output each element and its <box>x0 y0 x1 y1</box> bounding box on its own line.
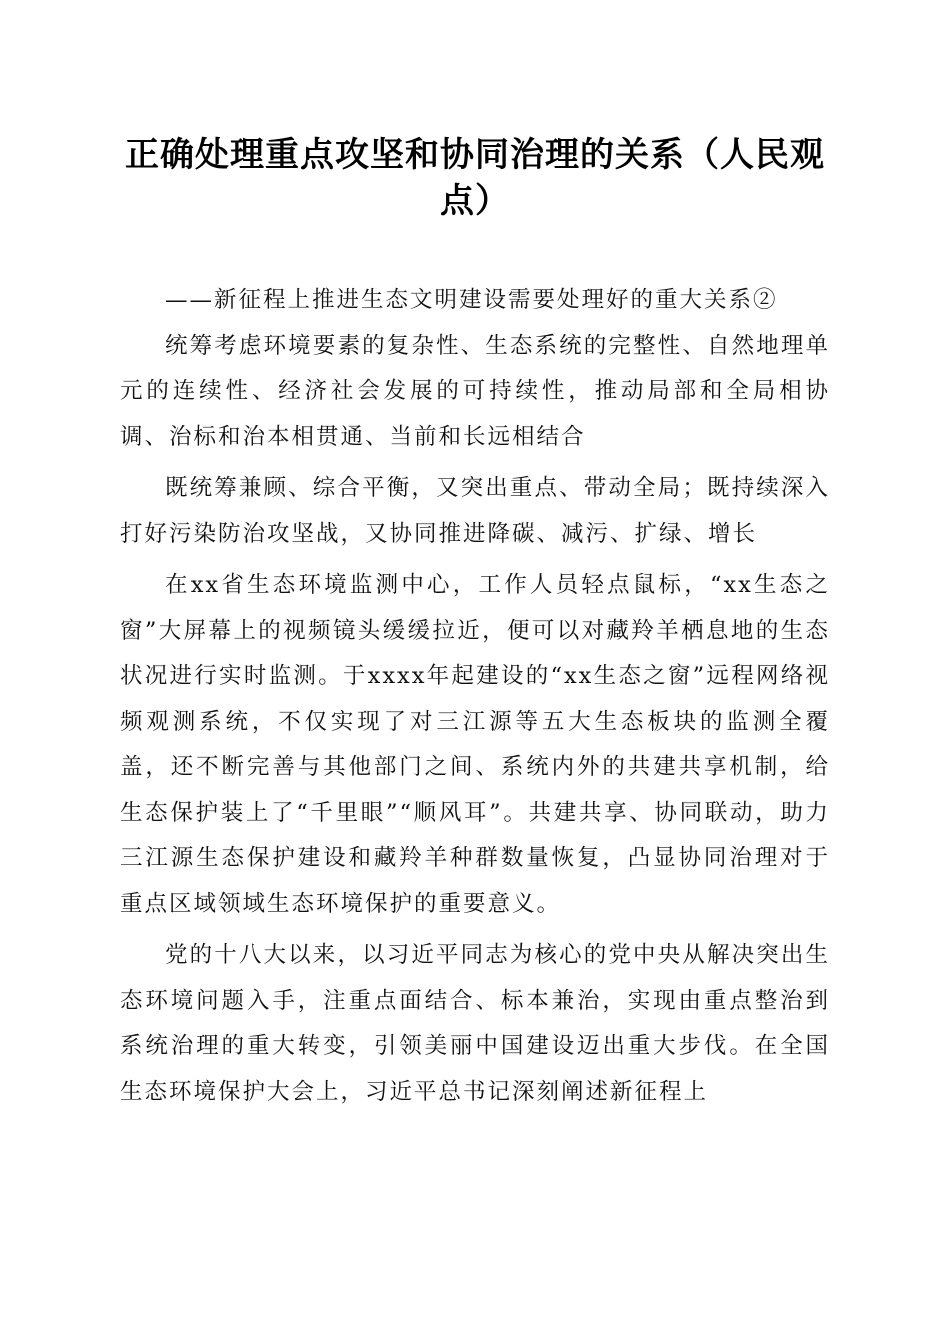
document-title: 正确处理重点攻坚和协同治理的关系（人民观点） <box>125 135 825 221</box>
paragraph-3: 在xx省生态环境监测中心，工作人员轻点鼠标，“xx生态之窗”大屏幕上的视频镜头缓缓拉近，便可以对藏羚羊栖息地的生态状况进行实时监测。于xxxx年起建设的“xx生态之窗”远程网络视频观测系统，不仅实现了对三江源等五大生态板块的监测全覆盖，还不断完善与其他部门之间、系统内外的共建共享机制，给生态保护装上了“千里眼”“顺风耳”。共建共享、协同联动，助力三江源生态保护建设和藏羚羊种群数量恢复，凸显协同治理对于重点区域领域生态环境保护的重要意义。 <box>120 572 830 917</box>
paragraph-2: 既统筹兼顾、综合平衡，又突出重点、带动全局；既持续深入打好污染防治攻坚战，又协同推进降碳、减污、扩绿、增长 <box>120 475 830 547</box>
paragraph-1: 统筹考虑环境要素的复杂性、生态系统的完整性、自然地理单元的连续性、经济社会发展的可持续性，推动局部和全局相协调、治标和治本相贯通、当前和长远相结合 <box>120 332 830 450</box>
document-body <box>120 278 830 1115</box>
document-subtitle: ——新征程上推进生态文明建设需要处理好的重大关系② <box>165 287 778 313</box>
paragraph-4: 党的十八大以来，以习近平同志为核心的党中央从解决突出生态环境问题入手，注重点面结合、标本兼治，实现由重点整治到系统治理的重大转变，引领美丽中国建设迈出重大步伐。在全国生态环境保护大会上，习近平总书记深刻阐述新征程上 <box>120 942 830 1105</box>
